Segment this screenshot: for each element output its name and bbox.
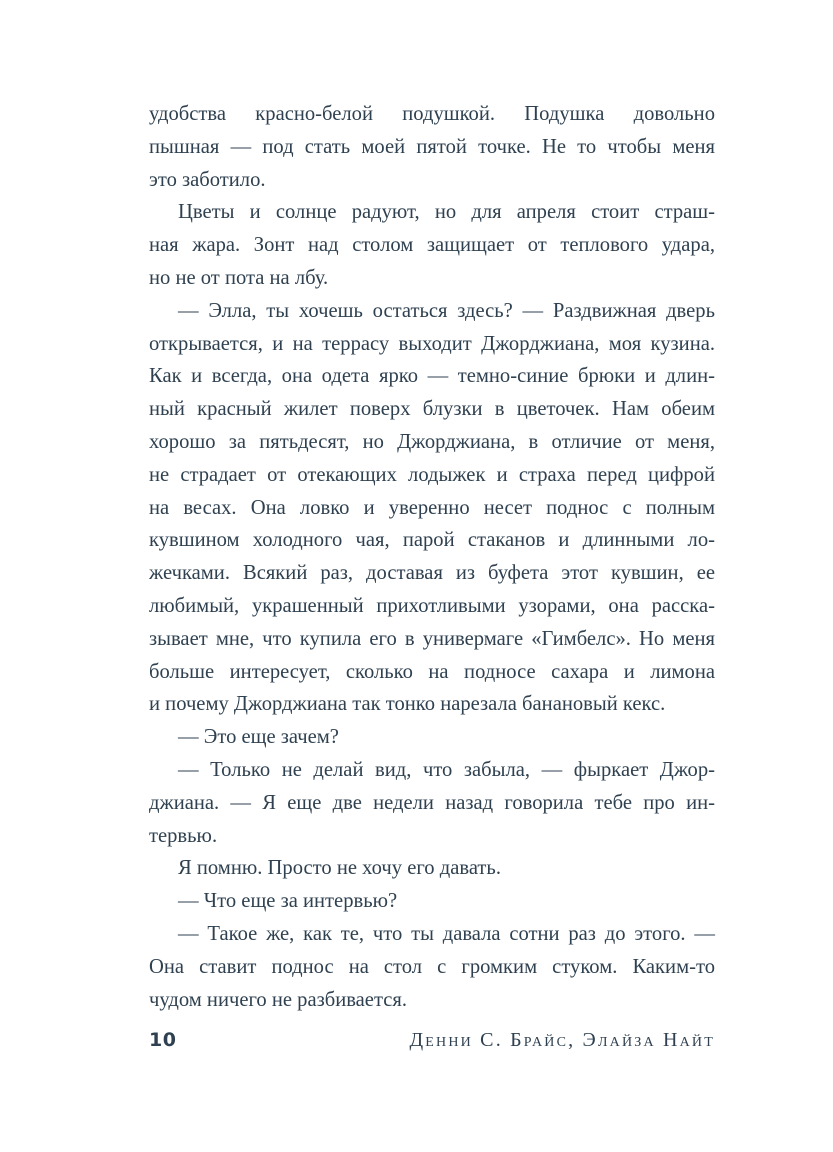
text-line: — Что еще за интервью? [178, 890, 398, 913]
text-line: больше интересует, сколько на подносе сахара и лимона [149, 660, 715, 683]
text-line: Как и всегда, она одета ярко — темно-синие брюки и длин- [149, 365, 715, 388]
text-line: ная жара. Зонт над столом защищает от теплового удара, [149, 234, 715, 257]
text-line: хорошо за пятьдесят, но Джорджиана, в отличие от меня, [149, 430, 715, 453]
text-line: Цветы и солнце радуют, но для апреля стоит страш- [178, 201, 715, 224]
text-line: удобства красно-белой подушкой. Подушка довольно [149, 103, 715, 125]
text-line: джиана. — Я еще две недели назад говорила тебе про ин- [149, 791, 715, 814]
body-text [149, 98, 715, 1016]
text-line: открывается, и на террасу выходит Джорджиана, моя кузина. [149, 332, 715, 355]
text-line: ный красный жилет поверх блузки в цветочек. Нам обеим [149, 398, 715, 421]
text-line: тервью. [149, 824, 218, 847]
text-line: но не от пота на лбу. [149, 266, 329, 289]
page-footer [149, 1024, 715, 1056]
text-line: — Такое же, как те, что ты давала сотни раз до этого. — [178, 922, 715, 945]
text-line: на весах. Она ловко и уверенно несет поднос с полным [149, 496, 715, 519]
running-head: Денни С. Брайс, Элайза Найт [409, 1029, 715, 1051]
text-line: Я помню. Просто не хочу его давать. [178, 857, 501, 880]
text-line: любимый, украшенный прихотливыми узорами, она расска- [149, 594, 715, 617]
text-line: — Элла, ты хочешь остаться здесь? — Раздвижная дверь [178, 299, 715, 322]
text-line: кувшином холодного чая, парой стаканов и длинными ло- [149, 529, 715, 552]
text-line: это заботило. [149, 168, 266, 191]
text-line: и почему Джорджиана так тонко нарезала банановый кекс. [149, 693, 666, 716]
text-line: — Только не делай вид, что забыла, — фыркает Джор- [178, 758, 715, 781]
text-line: — Это еще зачем? [178, 726, 339, 749]
text-line: зывает мне, что купила его в универмаге «Гимбелс». Но меня [149, 627, 715, 650]
text-line: жечками. Всякий раз, доставая из буфета этот кувшин, ее [149, 562, 715, 585]
page-number: 10 [149, 1029, 177, 1051]
text-line: не страдает от отекающих лодыжек и страха перед цифрой [149, 463, 715, 486]
text-line: Она ставит поднос на стол с громким стуком. Каким-то [149, 955, 715, 978]
text-line: пышная — под стать моей пятой точке. Не то чтобы меня [149, 135, 715, 158]
text-line: чудом ничего не разбивается. [149, 988, 407, 1011]
